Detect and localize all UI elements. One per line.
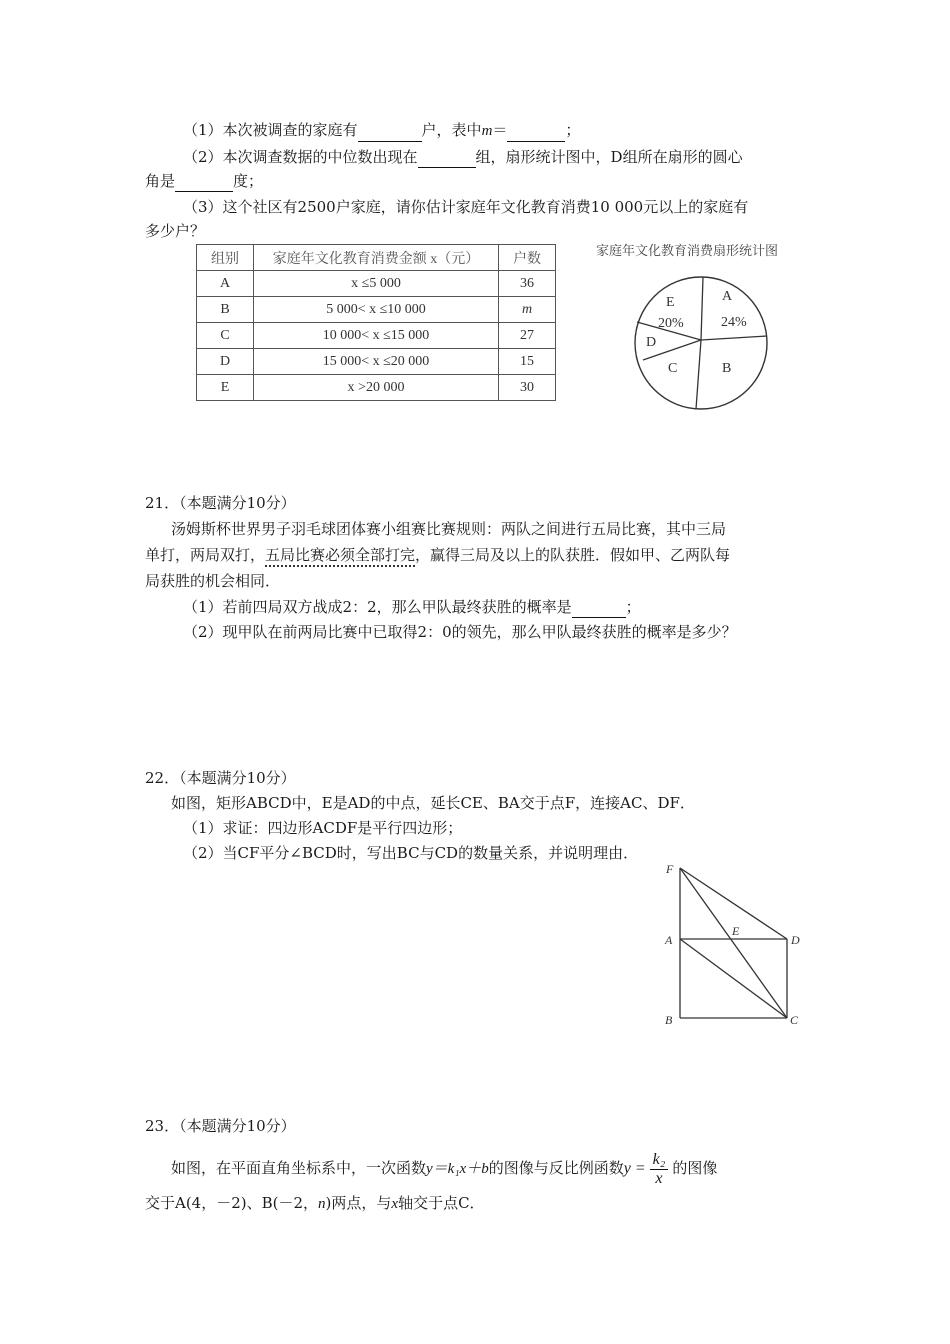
inverse-function-fraction — [650, 1151, 669, 1188]
q20-p2-line2: 角是 — [145, 172, 176, 190]
table-row — [197, 323, 556, 349]
q23-text: 如图，在平面直角坐标系中，一次函数 — [171, 1159, 427, 1177]
header-count: 户数 — [499, 245, 556, 271]
pie-chart-title: 家庭年文化教育消费扇形统计图 — [596, 244, 779, 259]
q21-part2: （2）现甲队在前两局比赛中已取得2：0的领先，那么甲队最终获胜的概率是多少？ — [183, 623, 737, 641]
cell-count: 27 — [499, 323, 556, 349]
fraction-numerator: k₂ — [650, 1151, 669, 1170]
q20-p1-end: ； — [565, 121, 581, 139]
point-label-e: E — [732, 924, 740, 938]
q20-part1 — [183, 119, 580, 142]
pie-label-e-pct: 20% — [658, 316, 684, 331]
pie-label-b: B — [722, 361, 732, 376]
equals-sign: ＝ — [492, 121, 508, 139]
pie-label-d: D — [646, 335, 657, 350]
cell-range: 5 000< x ≤10 000 — [254, 297, 499, 323]
q23-text-mid: 的图像与反比例函数 — [488, 1159, 624, 1177]
q22-heading: 22．（本题满分10分） — [145, 769, 296, 787]
geometry-figure — [654, 858, 814, 1028]
fraction-denominator: x — [655, 1169, 663, 1187]
point-label-f: F — [666, 862, 674, 876]
q21-rule-line3: 局获胜的机会相同． — [145, 572, 281, 590]
q21-rule-line1: 汤姆斯杯世界男子羽毛球团体赛小组赛比赛规则：两队之间进行五局比赛，其中三局 — [171, 520, 727, 538]
segment-fc — [680, 868, 787, 1018]
q21-p1-end: ； — [625, 598, 641, 616]
q23-line2-end: 轴交于点C． — [398, 1194, 485, 1212]
pie-label-a: A — [722, 289, 733, 304]
q23-line2-mid: )两点，与 — [325, 1194, 392, 1212]
q20-p1-text: （1）本次被调查的家庭有 — [183, 121, 358, 139]
q23-line2 — [145, 1192, 485, 1215]
pie-label-e: E — [666, 295, 675, 310]
cell-group: B — [197, 297, 254, 323]
table-row — [197, 375, 556, 401]
q20-part2-cont — [145, 170, 263, 192]
var-x: x — [391, 1196, 399, 1212]
cell-group: C — [197, 323, 254, 349]
cell-range: 10 000< x ≤15 000 — [254, 323, 499, 349]
q20-p2-line2-end: 度； — [233, 172, 264, 190]
answer-blank[interactable] — [507, 124, 565, 142]
q21-heading: 21．（本题满分10分） — [145, 494, 296, 512]
slice-boundary-bc — [696, 340, 701, 409]
q22-part1: （1）求证：四边形ACDF是平行四边形； — [183, 819, 463, 837]
pie-label-a-pct: 24% — [721, 315, 747, 330]
q23-line1 — [171, 1148, 717, 1192]
cell-range: x ≤5 000 — [254, 271, 499, 297]
point-label-c: C — [790, 1013, 799, 1027]
cell-count: m — [499, 297, 556, 323]
inverse-function-lhs: y = — [623, 1160, 646, 1177]
q20-part3: （3）这个社区有2500户家庭，请你估计家庭年文化教育消费10 000元以上的家庭有 — [183, 198, 749, 216]
point-label-b: B — [665, 1013, 673, 1027]
table-row — [197, 349, 556, 375]
q22-intro: 如图，矩形ABCD中，E是AD的中点，延长CE、BA交于点F，连接AC、DF． — [171, 794, 695, 812]
q21-emphasis-text: 五局比赛必须全部打完 — [265, 546, 415, 567]
linear-function: y＝k₁x＋b — [426, 1161, 489, 1177]
q21-rule-text-end: ，赢得三局及以上的队获胜．假如甲、乙两队每 — [415, 546, 731, 564]
stats-table — [196, 244, 556, 401]
answer-blank[interactable] — [572, 600, 626, 618]
q23-line2-text: 交于A(4，－2)、B(－2， — [145, 1194, 319, 1212]
slice-boundary-ab — [701, 336, 767, 340]
q20-p2-text: （2）本次调查数据的中位数出现在 — [183, 148, 418, 166]
cell-group: E — [197, 375, 254, 401]
table-row — [197, 271, 556, 297]
q20-part2 — [183, 146, 743, 168]
cell-group: D — [197, 349, 254, 375]
cell-group: A — [197, 271, 254, 297]
table-header-row — [197, 245, 556, 271]
q23-text-end: 的图像 — [672, 1159, 718, 1177]
point-label-d: D — [791, 933, 800, 947]
q21-rule-line2 — [145, 544, 730, 566]
var-m: m — [481, 123, 493, 139]
q20-p1-mid: 户，表中 — [421, 121, 482, 139]
pie-label-c: C — [668, 361, 678, 376]
cell-count: 30 — [499, 375, 556, 401]
var-n: n — [318, 1196, 326, 1212]
segment-ac — [680, 939, 787, 1018]
cell-count: 36 — [499, 271, 556, 297]
cell-range: 15 000< x ≤20 000 — [254, 349, 499, 375]
pie-chart — [628, 270, 774, 416]
cell-count: 15 — [499, 349, 556, 375]
point-label-a: A — [665, 933, 673, 947]
header-amount: 家庭年文化教育消费金额 x（元） — [254, 245, 499, 271]
cell-range: x >20 000 — [254, 375, 499, 401]
answer-blank[interactable] — [418, 150, 476, 168]
table-row — [197, 297, 556, 323]
slice-boundary-ea — [701, 277, 703, 340]
q23-heading: 23．（本题满分10分） — [145, 1117, 296, 1135]
q22-part2: （2）当CF平分∠BCD时，写出BC与CD的数量关系，并说明理由． — [183, 844, 639, 862]
q21-p1-text: （1）若前四局双方战成2：2，那么甲队最终获胜的概率是 — [183, 598, 572, 616]
q21-part1 — [183, 596, 641, 618]
q20-p2-mid: 组，扇形统计图中，D组所在扇形的圆心 — [475, 148, 743, 166]
answer-blank[interactable] — [175, 174, 233, 192]
q20-part3-cont: 多少户？ — [145, 222, 206, 240]
q21-rule-text: 单打，两局双打， — [145, 546, 266, 564]
header-group: 组别 — [197, 245, 254, 271]
answer-blank[interactable] — [358, 124, 422, 142]
